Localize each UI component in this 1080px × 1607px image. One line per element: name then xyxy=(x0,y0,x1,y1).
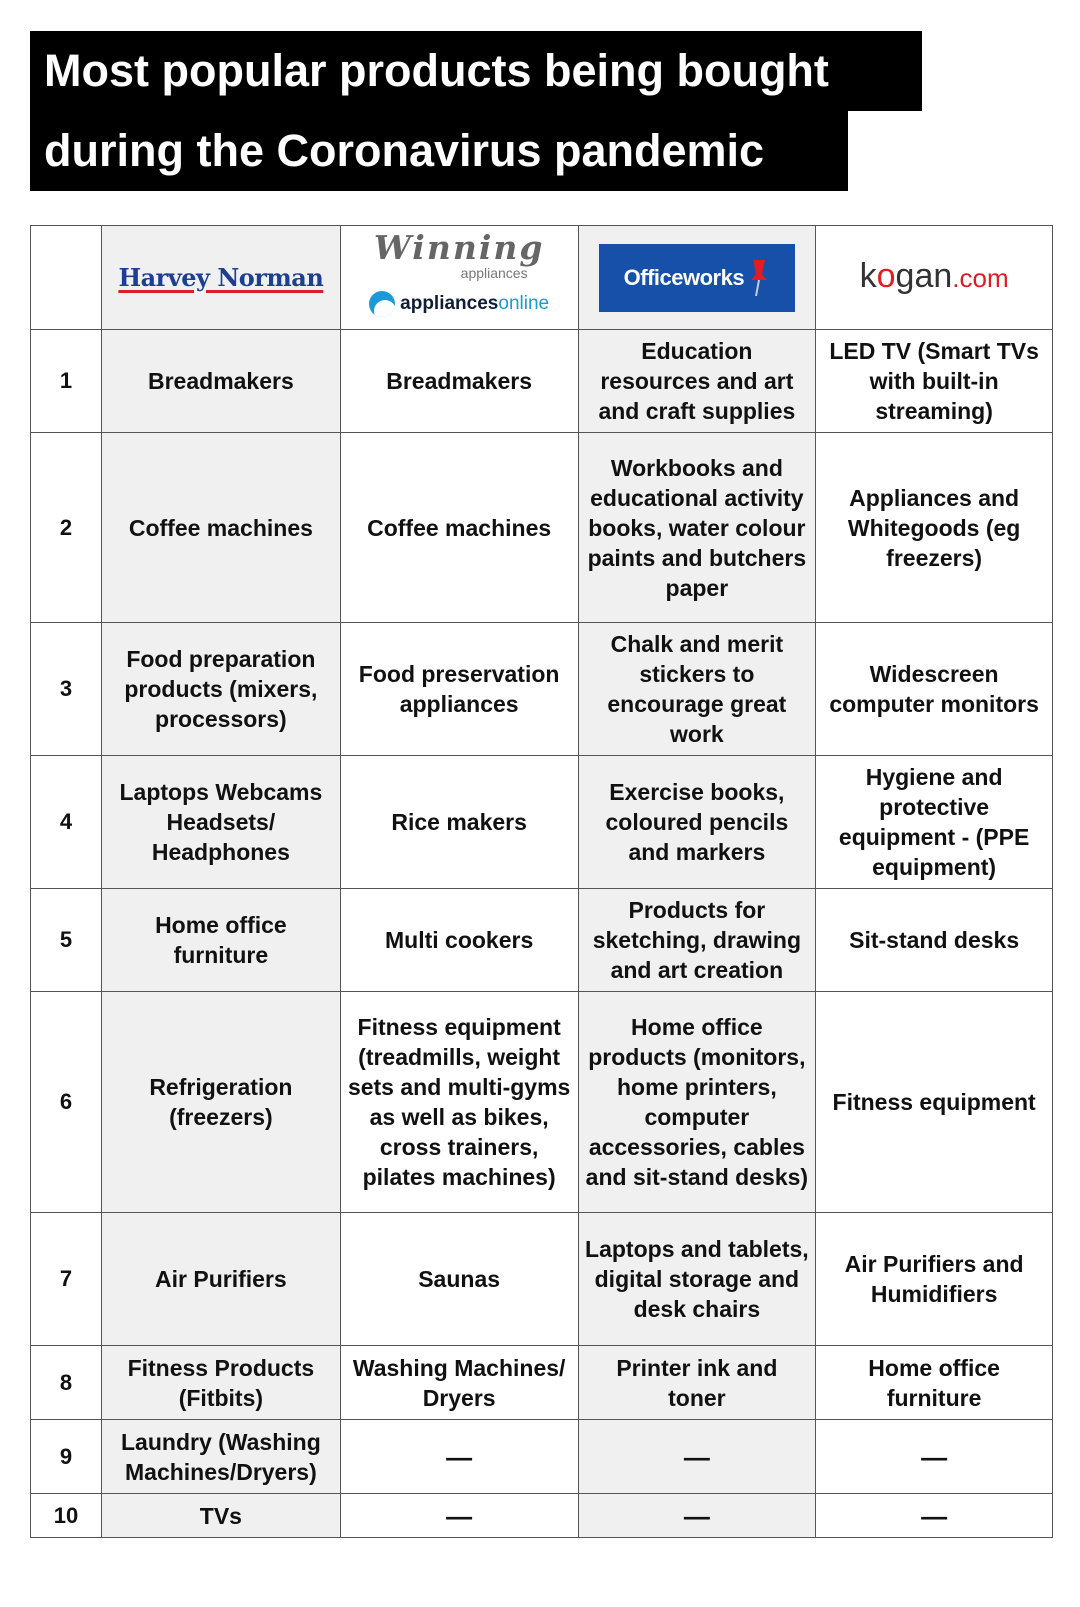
harvey-norman-logo-cell xyxy=(102,226,341,330)
officeworks-cell: Printer ink and toner xyxy=(578,1346,816,1420)
kogan-cell: Hygiene and protective equipment - (PPE equipment) xyxy=(816,756,1053,889)
appliances-online-cell: Washing Machines/ Dryers xyxy=(340,1346,578,1420)
harvey-norman-cell: Coffee machines xyxy=(102,433,341,623)
rank-cell: 9 xyxy=(31,1420,102,1494)
officeworks-cell: Products for sketching, drawing and art creation xyxy=(578,889,816,992)
harvey-norman-cell: Food preparation products (mixers, processors) xyxy=(102,623,341,756)
title-line-1: Most popular products being bought xyxy=(30,31,922,111)
table-row xyxy=(31,889,1053,992)
title-line-2: during the Coronavirus pandemic xyxy=(30,111,848,191)
officeworks-cell: Education resources and art and craft supplies xyxy=(578,330,816,433)
officeworks-cell: Chalk and merit stickers to encourage great work xyxy=(578,623,816,756)
appliances-online-cell: Coffee machines xyxy=(340,433,578,623)
pushpin-icon xyxy=(748,258,770,298)
appliances-online-icon xyxy=(369,291,395,317)
table-row xyxy=(31,433,1053,623)
rank-cell: 3 xyxy=(31,623,102,756)
header-row xyxy=(31,226,1053,330)
harvey-norman-cell: TVs xyxy=(102,1494,341,1538)
kogan-cell: Sit-stand desks xyxy=(816,889,1053,992)
table-row xyxy=(31,1420,1053,1494)
table-row xyxy=(31,1346,1053,1420)
officeworks-logo-cell xyxy=(578,226,816,330)
appliances-online-cell: Breadmakers xyxy=(340,330,578,433)
table-row xyxy=(31,992,1053,1213)
rank-cell: 2 xyxy=(31,433,102,623)
winning-logo-sub: appliances xyxy=(460,265,528,281)
officeworks-logo-text: Officeworks xyxy=(623,264,745,290)
harvey-norman-cell: Laundry (Washing Machines/Dryers) xyxy=(102,1420,341,1494)
kogan-cell: Fitness equipment xyxy=(816,992,1053,1213)
harvey-norman-cell: Home office furniture xyxy=(102,889,341,992)
officeworks-cell: Workbooks and educational activity books, water colour paints and butchers paper xyxy=(578,433,816,623)
rank-cell: 10 xyxy=(31,1494,102,1538)
appliances-online-text-a: appliances xyxy=(400,293,499,314)
appliances-online-cell: Saunas xyxy=(340,1213,578,1346)
appliances-online-text-b: online xyxy=(498,293,550,314)
harvey-norman-cell: Fitness Products (Fitbits) xyxy=(102,1346,341,1420)
harvey-norman-logo: Harvey Norman xyxy=(118,262,324,292)
kogan-logo xyxy=(860,257,1009,295)
rank-cell: 6 xyxy=(31,992,102,1213)
harvey-norman-cell: Laptops Webcams Headsets/ Headphones xyxy=(102,756,341,889)
table-row xyxy=(31,1494,1053,1538)
appliances-online-cell: Rice makers xyxy=(340,756,578,889)
kogan-cell: LED TV (Smart TVs with built-in streaming) xyxy=(816,330,1053,433)
kogan-cell: Home office furniture xyxy=(816,1346,1053,1420)
winning-appliances-logo-cell xyxy=(340,226,578,330)
table-row xyxy=(31,1213,1053,1346)
appliances-online-cell: Fitness equipment (treadmills, weight sets and multi-gyms as well as bikes, cross trainers, pilates machines) xyxy=(340,992,578,1213)
kogan-cell: Air Purifiers and Humidifiers xyxy=(816,1213,1053,1346)
winning-logo: Winning xyxy=(373,228,545,267)
kogan-logo-k: k xyxy=(859,257,877,295)
rank-cell: 5 xyxy=(31,889,102,992)
harvey-norman-cell: Air Purifiers xyxy=(102,1213,341,1346)
appliances-online-cell: — xyxy=(340,1420,578,1494)
rank-header-cell xyxy=(31,226,102,330)
kogan-cell: Widescreen computer monitors xyxy=(816,623,1053,756)
rank-cell: 8 xyxy=(31,1346,102,1420)
kogan-logo-cell xyxy=(816,226,1053,330)
officeworks-cell: — xyxy=(578,1494,816,1538)
officeworks-cell: Exercise books, coloured pencils and markers xyxy=(578,756,816,889)
table-row xyxy=(31,756,1053,889)
rank-cell: 7 xyxy=(31,1213,102,1346)
officeworks-cell: Home office products (monitors, home printers, computer accessories, cables and sit-stand desks) xyxy=(578,992,816,1213)
harvey-norman-cell: Breadmakers xyxy=(102,330,341,433)
officeworks-cell: Laptops and tablets, digital storage and desk chairs xyxy=(578,1213,816,1346)
appliances-online-cell: — xyxy=(340,1494,578,1538)
kogan-logo-dotcom: .com xyxy=(952,263,1009,293)
appliances-online-logo xyxy=(369,289,549,319)
appliances-online-cell: Food preservation appliances xyxy=(340,623,578,756)
kogan-cell: — xyxy=(816,1420,1053,1494)
officeworks-logo xyxy=(599,244,795,312)
kogan-cell: Appliances and Whitegoods (eg freezers) xyxy=(816,433,1053,623)
kogan-logo-o: o xyxy=(876,257,896,295)
officeworks-cell: — xyxy=(578,1420,816,1494)
rank-cell: 1 xyxy=(31,330,102,433)
table-row xyxy=(31,623,1053,756)
kogan-logo-rest: gan xyxy=(895,257,953,295)
appliances-online-cell: Multi cookers xyxy=(340,889,578,992)
table-row xyxy=(31,330,1053,433)
ranking-table xyxy=(30,225,1053,1538)
kogan-cell: — xyxy=(816,1494,1053,1538)
rank-cell: 4 xyxy=(31,756,102,889)
harvey-norman-cell: Refrigeration (freezers) xyxy=(102,992,341,1213)
